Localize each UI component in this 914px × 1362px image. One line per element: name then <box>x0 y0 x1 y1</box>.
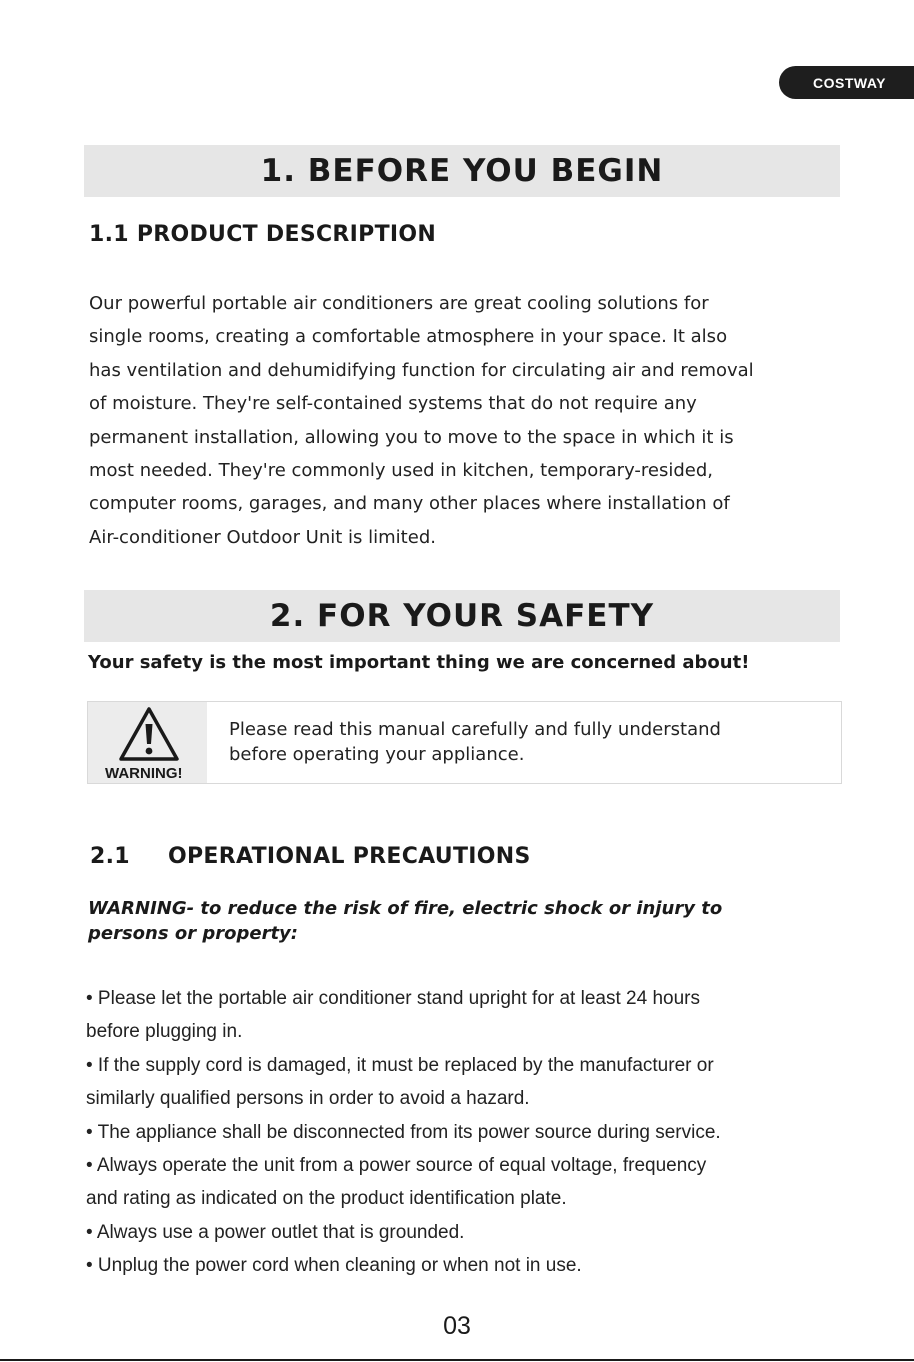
operational-precautions-heading <box>90 844 531 869</box>
warning-triangle-icon <box>118 706 180 762</box>
warning-badge <box>88 702 207 783</box>
warning-message-line: Please read this manual carefully and fully understand <box>229 719 721 740</box>
precaution-line: and rating as indicated on the product identification plate. <box>86 1188 567 1210</box>
description-line: computer rooms, garages, and many other places where installation of <box>89 493 730 515</box>
product-description-body <box>89 287 849 554</box>
precaution-line: • Always operate the unit from a power source of equal voltage, frequency <box>86 1155 707 1177</box>
warning-label: WARNING! <box>105 765 183 782</box>
warning-message <box>207 702 721 783</box>
precautions-list <box>86 982 866 1283</box>
description-line: of moisture. They're self-contained systems that do not require any <box>89 393 697 415</box>
precautions-warning <box>88 896 848 946</box>
precaution-line: • Always use a power outlet that is grounded. <box>86 1221 465 1243</box>
page-number: 03 <box>443 1312 471 1340</box>
precaution-line: • The appliance shall be disconnected from its power source during service. <box>86 1121 721 1143</box>
description-line: has ventilation and dehumidifying function for circulating air and removal <box>89 359 754 381</box>
description-line: single rooms, creating a comfortable atmosphere in your space. It also <box>89 326 728 348</box>
precautions-warning-line: persons or property: <box>88 923 298 944</box>
warning-notice <box>87 701 842 784</box>
description-line: most needed. They're commonly used in kitchen, temporary-resided, <box>89 460 714 482</box>
precaution-line: • If the supply cord is damaged, it must be replaced by the manufacturer or <box>86 1054 714 1076</box>
precaution-line: • Please let the portable air conditioner stand upright for at least 24 hours <box>86 988 700 1009</box>
safety-lead-text: Your safety is the most important thing we are concerned about! <box>88 652 750 673</box>
precaution-line: before plugging in. <box>86 1021 243 1043</box>
precautions-warning-line: WARNING- to reduce the risk of fire, electric shock or injury to <box>88 898 723 919</box>
bottom-divider <box>0 1359 914 1361</box>
product-description-heading: 1.1 PRODUCT DESCRIPTION <box>89 222 437 247</box>
section-number: 2.1 <box>90 844 130 869</box>
section-banner-for-your-safety: 2. FOR YOUR SAFETY <box>84 590 840 642</box>
warning-message-line: before operating your appliance. <box>229 744 525 765</box>
brand-logo: COSTWAY <box>779 66 914 99</box>
description-line: Our powerful portable air conditioners are great cooling solutions for <box>89 293 709 314</box>
description-line: permanent installation, allowing you to move to the space in which it is <box>89 426 734 448</box>
precaution-line: similarly qualified persons in order to avoid a hazard. <box>86 1088 530 1110</box>
description-line: Air-conditioner Outdoor Unit is limited. <box>89 526 436 548</box>
section-banner-before-you-begin: 1. BEFORE YOU BEGIN <box>84 145 840 197</box>
section-title: OPERATIONAL PRECAUTIONS <box>168 844 531 869</box>
precaution-line: • Unplug the power cord when cleaning or when not in use. <box>86 1255 582 1277</box>
